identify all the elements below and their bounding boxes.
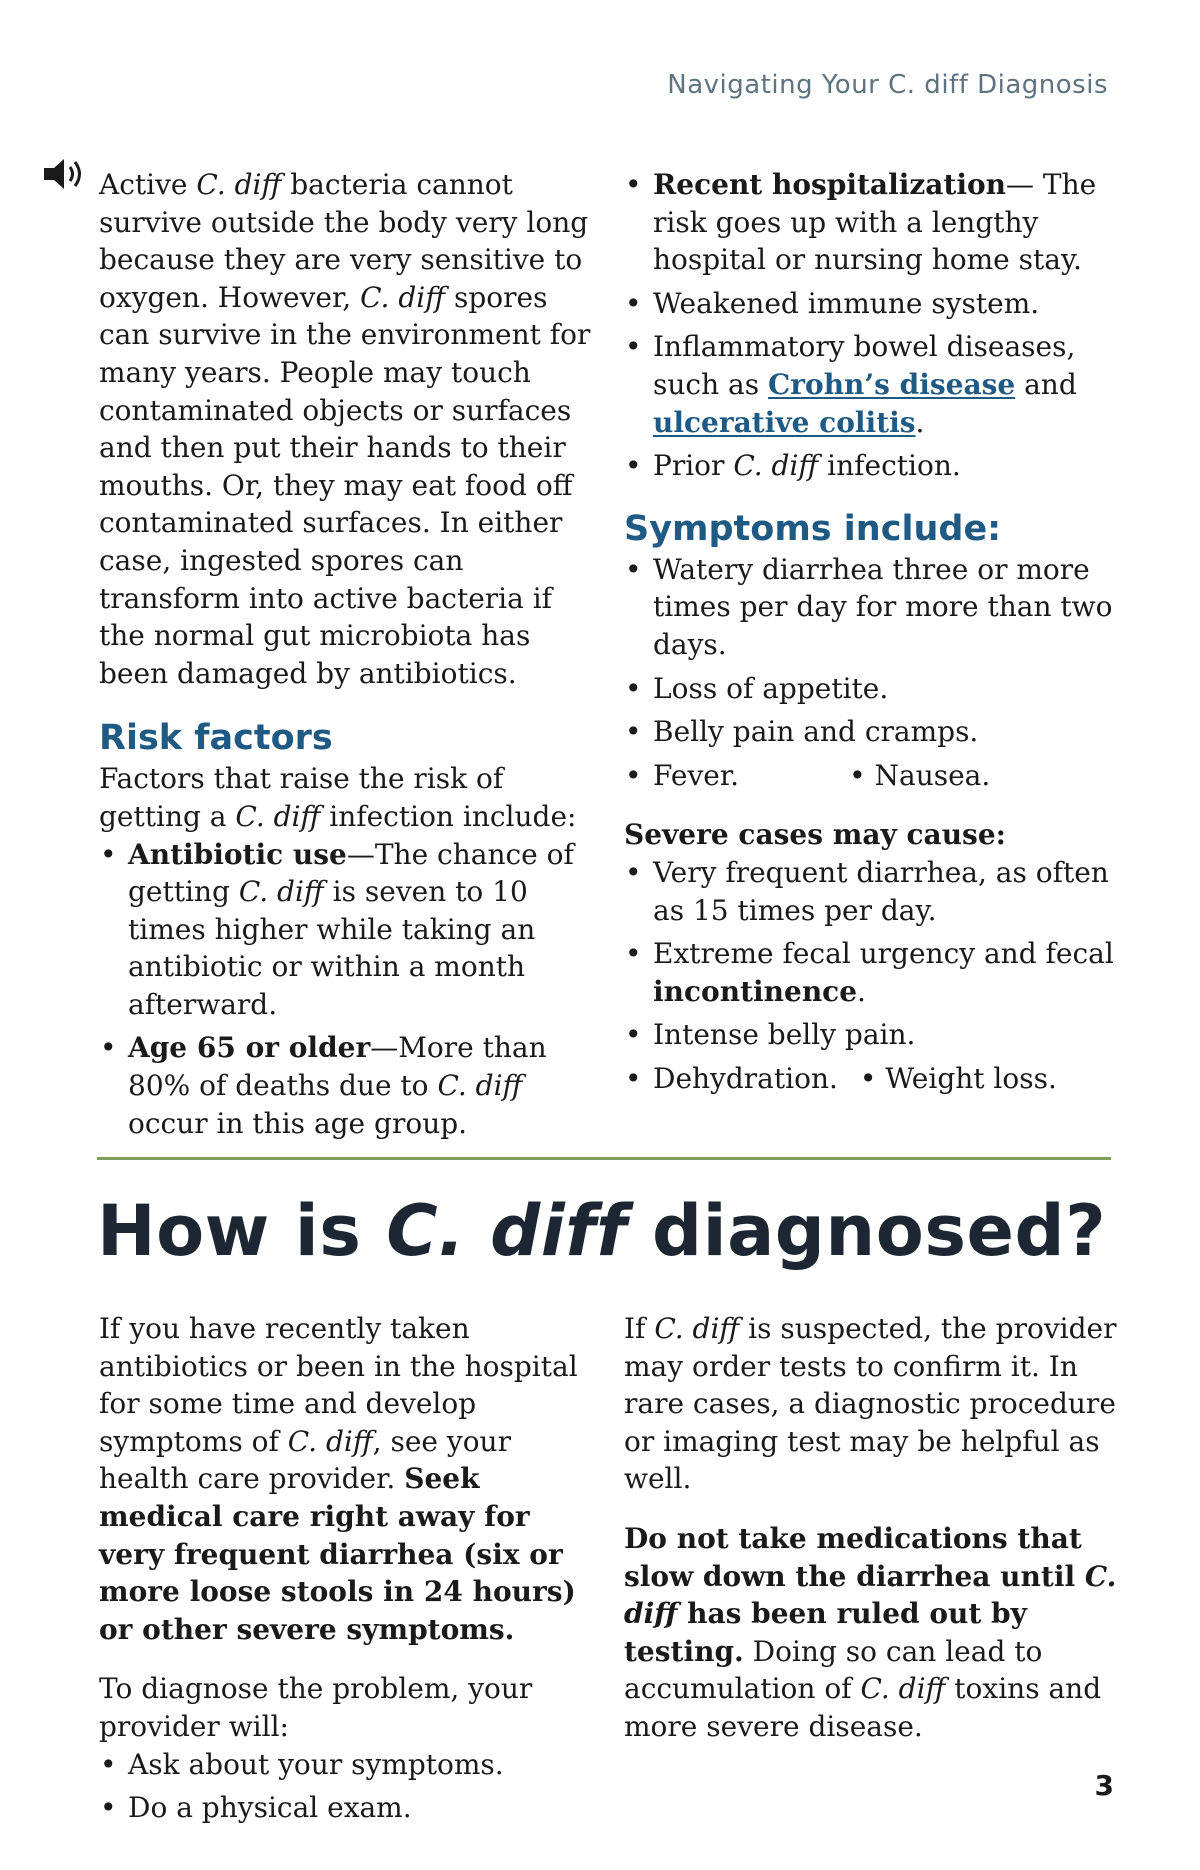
list-item: • Prior C. diff infection. <box>624 447 1124 485</box>
risk-list-continued <box>624 166 1124 485</box>
intro-paragraph: Active C. diff bacteria cannot survive outside the body very long because they are very sensitive to oxygen. However, C. diff spores can survive in the environment for many years. People may touch contaminated objects or surfaces and then put their hands to their mouths. Or, they may eat food off contaminated surfaces. In either case, ingested spores can transform into active bacteria if the normal gut microbiota has been damaged by antibiotics. <box>99 168 591 690</box>
severe-list <box>624 854 1124 1098</box>
right-column-top <box>624 166 1124 1097</box>
symptoms-heading: Symptoms include: <box>624 508 1002 549</box>
diagnosis-warning: Do not take medications that slow down the diarrhea until C. diff has been ruled out by testing. Doing so can lead to accumulation of C. diff toxins and more severe disease. <box>624 1521 1117 1743</box>
page-number: 3 <box>1094 1769 1114 1802</box>
list-item: • Do a physical exam. <box>99 1789 599 1827</box>
risk-factors-heading: Risk factors <box>99 718 333 759</box>
list-item: • Fever. • Nausea. <box>624 757 1124 795</box>
risk-list <box>99 836 591 1143</box>
left-column-top <box>99 166 591 1148</box>
list-item: • Very frequent diarrhea, as often as 15 times per day. <box>624 854 1124 929</box>
diagnosis-paragraph-2: To diagnose the problem, your provider will: <box>99 1672 533 1743</box>
left-column-bottom <box>99 1310 599 1833</box>
diagnosis-steps <box>99 1746 599 1827</box>
section-title: How is C. diff diagnosed? <box>97 1190 1107 1272</box>
list-item: • Intense belly pain. <box>624 1016 1124 1054</box>
section-divider <box>97 1157 1111 1160</box>
list-item: • Ask about your symptoms. <box>99 1746 599 1784</box>
list-item: • Extreme fecal urgency and fecal incontinence. <box>624 935 1124 1010</box>
speaker-icon[interactable] <box>42 156 88 192</box>
list-item: • Watery diarrhea three or more times per day for more than two days. <box>624 551 1124 664</box>
right-column-bottom <box>624 1310 1124 1746</box>
list-item: • Weakened immune system. <box>624 285 1124 323</box>
running-header: Navigating Your C. diff Diagnosis <box>667 70 1108 100</box>
risk-intro: Factors that raise the risk of getting a C. diff infection include: <box>99 762 577 833</box>
list-item: • Recent hospitalization— The risk goes up with a lengthy hospital or nursing home stay. <box>624 166 1124 279</box>
list-item: • Inflammatory bowel diseases, such as Crohn’s disease and ulcerative colitis. <box>624 328 1124 441</box>
list-item: • Belly pain and cramps. <box>624 713 1124 751</box>
nausea-item: • Nausea. <box>849 758 991 792</box>
list-item: • Loss of appetite. <box>624 670 1124 708</box>
crohns-disease-link[interactable]: Crohn’s disease <box>767 367 1016 401</box>
list-item: • Age 65 or older—More than 80% of deaths due to C. diff occur in this age group. <box>99 1029 591 1142</box>
weight-loss-item: • Weight loss. <box>859 1061 1057 1095</box>
symptoms-list <box>624 551 1124 795</box>
list-item: • Antibiotic use—The chance of getting C. diff is seven to 10 times higher while taking an antibiotic or within a month afterward. <box>99 836 591 1024</box>
diagnosis-paragraph-1: If you have recently taken antibiotics or been in the hospital for some time and develop symptoms of C. diff, see your health care provider. Seek medical care right away for very frequent diarrhea (six or more loose stools in 24 hours) or other severe symptoms. <box>99 1312 578 1646</box>
severe-cases-heading: Severe cases may cause: <box>624 818 1006 852</box>
ulcerative-colitis-link[interactable]: ulcerative colitis <box>653 405 916 439</box>
diagnosis-paragraph-3: If C. diff is suspected, the provider may order tests to confirm it. In rare cases, a diagnostic procedure or imaging test may be helpful as well. <box>624 1312 1117 1496</box>
list-item: • Dehydration. • Weight loss. <box>624 1060 1124 1098</box>
